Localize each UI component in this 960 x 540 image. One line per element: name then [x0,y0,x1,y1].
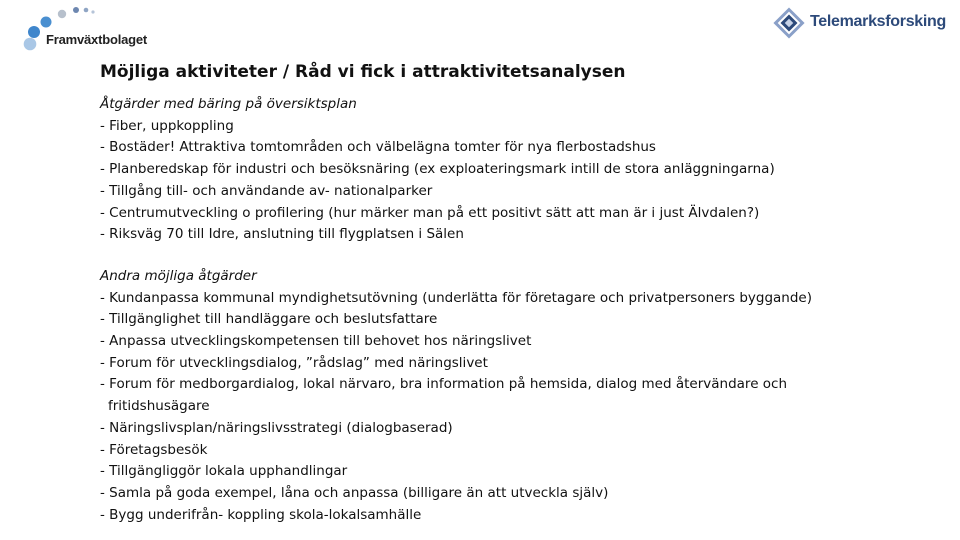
section-spacer [100,246,940,266]
list-item: - Bostäder! Attraktiva tomtområden och välbelägna tomter för nya flerbostadshus [100,139,656,156]
framvaxtbolaget-logo [20,6,170,52]
list-item: - Fiber, uppkoppling [100,117,234,134]
list-item-continuation: fritidshusägare [108,398,210,415]
framvaxtbolaget-logo-text: Framväxtbolaget [46,32,148,47]
list-item: - Riksväg 70 till Idre, anslutning till flygplatsen i Sälen [100,226,464,243]
list-item: - Forum för medborgardialog, lokal närvaro, bra information på hemsida, dialog med återvändare och [100,376,788,393]
list-item: - Samla på goda exempel, låna och anpassa (billigare än att utveckla själv) [100,484,609,501]
list-item: - Tillgång till- och användande av- nationalparker [100,182,433,199]
telemarksforsking-mark-icon [772,6,808,42]
section-heading-andra-atgarder: Andra möjliga åtgärder [100,267,257,284]
list-item: - Tillgängliggör lokala upphandlingar [100,463,348,480]
list-item: - Planberedskap för industri och besöksnäring (ex exploateringsmark intill de stora anläggningarna) [100,161,775,178]
page-title: Möjliga aktiviteter / Råd vi fick i attraktivitetsanalysen [100,62,626,82]
list-item: - Anpassa utvecklingskompetensen till behovet hos näringslivet [100,333,532,350]
section-heading-oversiktsplan: Åtgärder med bäring på översiktsplan [100,96,357,112]
telemarksforsking-logo-text: Telemarksforsking [810,13,946,30]
list-item: - Tillgänglighet till handläggare och beslutsfattare [100,311,438,328]
list-item: - Företagsbesök [100,441,208,458]
list-item: - Näringslivsplan/näringslivsstrategi (dialogbaserad) [100,419,453,436]
list-item: - Kundanpassa kommunal myndighetsutövning (underlätta för företagare och privatpersoners byggande) [100,289,812,306]
content-body [100,94,940,526]
list-item: - Centrumutveckling o profilering (hur märker man på ett positivt sätt att man är i just Älvdalen?) [100,204,760,221]
telemarksforsking-logo [772,6,947,42]
list-item: - Bygg underifrån- koppling skola-lokalsamhälle [100,506,422,523]
list-item: - Forum för utvecklingsdialog, ”rådslag” med näringslivet [100,354,488,371]
